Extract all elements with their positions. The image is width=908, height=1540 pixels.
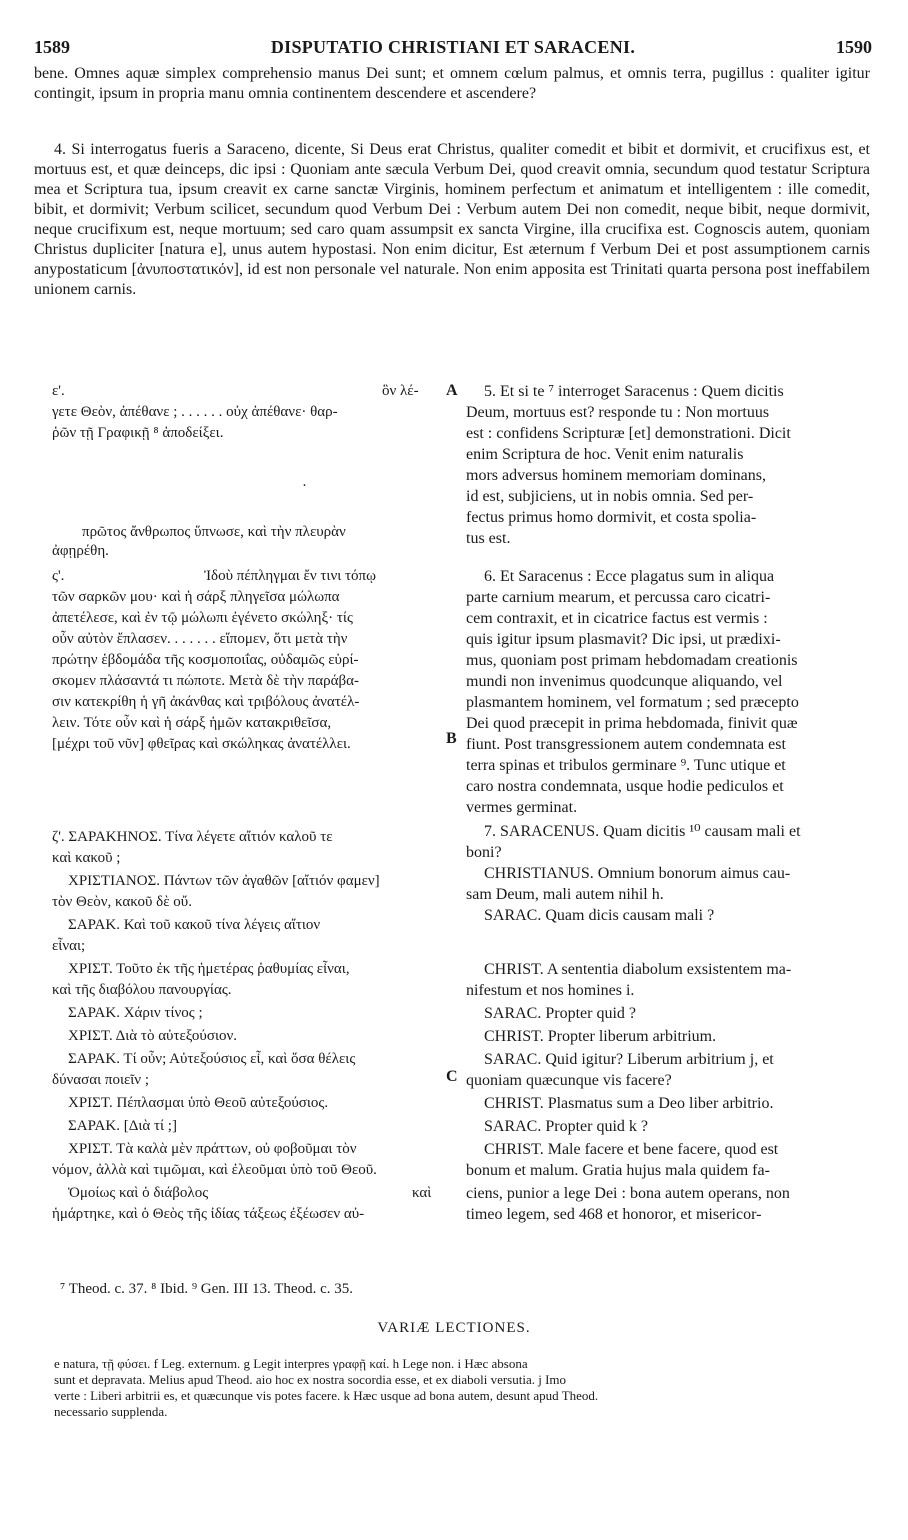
greek-line: σκομεν πλάσαντά τι πώποτε. Μετὰ δὲ τὴν παράβα- xyxy=(52,673,359,689)
latin-line: SARAC. Quid igitur? Liberum arbitrium j, et xyxy=(484,1051,774,1068)
greek-line: οὖν αὐτὸν ἔπλασεν. . . . . . . εἴπομεν, ὅτι μετὰ τὴν xyxy=(52,631,348,647)
greek-line: ζ'. ΣΑΡΑΚΗΝΟΣ. Τίνα λέγετε αἴτιόν καλοῦ τε xyxy=(52,829,333,845)
variae-line: verte : Liberi arbitrii es, et quæcunque vis potes facere. k Hæc usque ad bona autem, desunt apud Theod. xyxy=(54,1388,599,1403)
margin-letter: A xyxy=(446,382,458,399)
greek-line: ς'. xyxy=(52,568,65,584)
latin-line: CHRIST. A sententia diabolum exsistentem ma- xyxy=(484,961,792,978)
page-number-left: 1589 xyxy=(34,37,70,57)
greek-line: ΣΑΡΑΚ. Χάριν τίνος ; xyxy=(68,1005,203,1021)
latin-line: mors adversus hominem memoriam dominans, xyxy=(466,467,766,484)
page-number-right: 1590 xyxy=(836,37,872,57)
running-header xyxy=(34,36,872,58)
paragraph-4-text: 4. Si interrogatus fueris a Saraceno, dicente, Si Deus erat Christus, qualiter comedit et bibit et dormivit, et crucifixus est, et mortuus est, et quæ deinceps, dic ipsi : Quoniam ante sæcula Verbum Dei, quod creavit omnia, secundum quod testatur Scriptura mea et Scriptura tua, ipsum creavit ex carne sanctæ Virginis, hominem perfectum et animatum et intelligentem : ille comedit, bibit, et dormivit; Verbum scilicet, secundum quod Verbum Dei : Verbum autem Dei non comedit, neque bibit, neque dormivit, neque crucifixum est, neque mortuum; sed caro quam assumpsit ex sancta Virgine, illa crucifixa est. Cognoscis autem, quoniam Christus dupliciter [natura e], unus autem hypostasi. Non enim dicitur, Est æternum f Verbum Dei et post assumptionem carnis anypostaticum [ἀνυποστατικόν], id est non personale vel naturale. Non enim apposita est Trinitati quarta persona post ineffabilem unionem carnis. xyxy=(34,141,870,298)
source-footnotes: ⁷ Theod. c. 37. ⁸ Ibid. ⁹ Gen. III 13. Theod. c. 35. xyxy=(60,1281,353,1297)
latin-line: tus est. xyxy=(466,530,511,547)
latin-line: SARAC. Propter quid ? xyxy=(484,1005,636,1022)
greek-line: ΣΑΡΑΚ. Τί οὖν; Αὐτεξούσιος εἶ, καὶ ὅσα θέλεις xyxy=(68,1051,356,1067)
latin-line: timeo legem, sed 468 et honoror, et misericor- xyxy=(466,1206,762,1223)
latin-line: ciens, punior a lege Dei : bona autem operans, non xyxy=(466,1185,790,1202)
latin-line: mundi non invenimus quodcunque aliquando, vel xyxy=(466,673,783,690)
variae-line: necessario supplenda. xyxy=(54,1404,168,1419)
page-title: DISPUTATIO CHRISTIANI ET SARACENI. xyxy=(270,37,636,57)
intro-text: bene. Omnes aquæ simplex comprehensio manus Dei sunt; et omnem cœlum palmus, et omnis terra, pugillus : qualiter igitur contingit, ipsum in propria manu omnia continentem descendere et ascendere? xyxy=(34,65,870,102)
latin-line: terra spinas et tribulos germinare ⁹. Tunc utique et xyxy=(466,757,786,774)
greek-line: λειν. Τότε οὖν καὶ ἡ σάρξ ἡμῶν κατακριθεῖσα, xyxy=(52,715,332,731)
latin-line: quoniam quæcunque vis facere? xyxy=(466,1072,672,1089)
latin-line: plasmantem hominem, vel formatum ; sed præcepto xyxy=(466,694,799,711)
margin-letter: C xyxy=(446,1068,458,1085)
latin-line: 6. Et Saracenus : Ecce plagatus sum in aliqua xyxy=(484,568,775,585)
greek-line: ΧΡΙΣΤ. Τὰ καλὰ μὲν πράττων, οὐ φοβοῦμαι τὸν xyxy=(68,1141,357,1157)
greek-line: σιν κατεκρίθη ἡ γῆ ἀκάνθας καὶ τριβόλους ἀνατέλ- xyxy=(52,694,360,710)
latin-line: quis igitur ipsum plasmavit? Dic ipsi, ut prædixi- xyxy=(466,631,781,648)
variae-lectiones-title: VARIÆ LECTIONES. xyxy=(377,1320,531,1336)
latin-line: enim Scriptura de hoc. Venit enim naturalis xyxy=(466,446,744,463)
margin-letter: B xyxy=(446,730,457,747)
greek-line: ΧΡΙΣΤ. Τοῦτο ἐκ τῆς ἡμετέρας ῥαθυμίας εἶναι, xyxy=(68,961,350,977)
latin-line: vermes germinat. xyxy=(466,799,578,816)
latin-line: caro nostra condemnata, usque hodie pediculos et xyxy=(466,778,784,795)
latin-line: cem contraxit, et in cicatrice factus est vermis : xyxy=(466,610,768,627)
variae-line: sunt et depravata. Melius apud Theod. aio hoc ex nostra socordia esse, et ex diaboli versutia. j Imo xyxy=(54,1372,567,1387)
latin-line: Deum, mortuus est? responde tu : Non mortuus xyxy=(466,404,770,421)
greek-line: νόμον, ἀλλὰ καὶ τιμῶμαι, καὶ ἐλεοῦμαι ὑπὸ τοῦ Θεοῦ. xyxy=(52,1162,377,1178)
latin-line: CHRIST. Male facere et bene facere, quod est xyxy=(484,1141,779,1158)
greek-line: ΣΑΡΑΚ. Καὶ τοῦ κακοῦ τίνα λέγεις αἴτιον xyxy=(68,917,321,933)
greek-line: καὶ xyxy=(412,1185,432,1201)
greek-line: πρῶτος ἄνθρωπος ὕπνωσε, καὶ τὴν πλευρὰν xyxy=(82,524,346,540)
latin-line: CHRIST. Propter liberum arbitrium. xyxy=(484,1028,717,1045)
greek-line: τὸν Θεὸν, κακοῦ δὲ οὔ. xyxy=(52,894,192,910)
latin-line: boni? xyxy=(466,844,502,861)
latin-line: Dei quod præcepit in prima hebdomada, finivit quæ xyxy=(466,715,798,732)
greek-line: εἶναι; xyxy=(52,938,86,954)
latin-line: CHRISTIANUS. Omnium bonorum aimus cau- xyxy=(484,865,791,882)
latin-line: nifestum et nos homines i. xyxy=(466,982,635,999)
greek-line: · xyxy=(302,478,307,494)
greek-line: Ἰδοὺ πέπληγμαι ἔν τινι τόπῳ xyxy=(204,568,376,584)
intro-paragraph xyxy=(34,64,870,104)
greek-line: ῥῶν τῇ Γραφικῇ ⁸ ἀποδείξει. xyxy=(52,425,224,441)
latin-line: fectus primus homo dormivit, et costa spolia- xyxy=(466,509,757,526)
greek-line: καὶ τῆς διαβόλου πανουργίας. xyxy=(52,982,232,998)
greek-line: ΧΡΙΣΤΙΑΝΟΣ. Πάντων τῶν ἀγαθῶν [αἴτιόν φαμεν] xyxy=(68,873,380,889)
greek-line: γετε Θεὸν, ἀπέθανε ; . . . . . . οὐχ ἀπέθανε· θαρ- xyxy=(52,404,338,420)
latin-line: SARAC. Quam dicis causam mali ? xyxy=(484,907,715,924)
greek-line: πρώτην ἑβδομάδα τῆς κοσμοποιΐας, οὐδαμῶς εὑρί- xyxy=(52,652,359,668)
latin-line: parte carnium mearum, et percussa caro cicatri- xyxy=(466,589,771,606)
latin-line: id est, subjiciens, ut in nobis omnia. Sed per- xyxy=(466,488,754,505)
latin-line: SARAC. Propter quid k ? xyxy=(484,1118,648,1135)
greek-line: καὶ κακοῦ ; xyxy=(52,850,121,866)
latin-line: 7. SARACENUS. Quam dicitis ¹⁰ causam mali et xyxy=(484,823,801,840)
greek-line: [μέχρι τοῦ νῦν] φθεῖρας καὶ σκώληκας ἀνατέλλει. xyxy=(52,736,351,752)
latin-line: mus, quoniam post primam hebdomadam creationis xyxy=(466,652,798,669)
greek-line: ὃν λέ- xyxy=(382,383,419,399)
greek-line: ε'. xyxy=(52,383,65,399)
latin-line: CHRIST. Plasmatus sum a Deo liber arbitrio. xyxy=(484,1095,774,1112)
latin-line: 5. Et si te ⁷ interroget Saracenus : Quem dicitis xyxy=(484,383,784,400)
variae-line: e natura, τῇ φύσει. f Leg. externum. g Legit interpres γραφῇ καί. h Lege non. i Hæc absona xyxy=(54,1356,528,1371)
latin-line: est : confidens Scripturæ [et] demonstrationi. Dicit xyxy=(466,425,791,442)
paragraph-4 xyxy=(34,140,870,300)
greek-line: ΧΡΙΣΤ. Πέπλασμαι ὑπὸ Θεοῦ αὐτεξούσιος. xyxy=(68,1095,329,1111)
greek-line: τῶν σαρκῶν μου· καὶ ἡ σάρξ πληγεῖσα μώλωπα xyxy=(52,589,340,605)
greek-line: Ὁμοίως καὶ ὁ διάβολος xyxy=(68,1185,209,1201)
latin-line: bonum et malum. Gratia hujus mala quidem fa- xyxy=(466,1162,770,1179)
greek-line: ἡμάρτηκε, καὶ ὁ Θεὸς τῆς ἰδίας τάξεως ἐξέωσεν αὐ- xyxy=(52,1206,365,1222)
greek-line: ἀφῃρέθη. xyxy=(52,543,109,559)
variae-lectiones xyxy=(54,1356,870,1420)
latin-line: sam Deum, mali autem nihil h. xyxy=(466,886,664,903)
greek-line: ΣΑΡΑΚ. [Διὰ τί ;] xyxy=(68,1118,177,1134)
latin-line: fiunt. Post transgressionem autem condemnata est xyxy=(466,736,786,753)
greek-line: ΧΡΙΣΤ. Διὰ τὸ αὐτεξούσιον. xyxy=(68,1028,238,1044)
greek-line: ἀπετέλεσε, καὶ ἐν τῷ μώλωπι ἐγένετο σκώληξ· τίς xyxy=(52,610,353,626)
greek-line: δύνασαι ποιεῖν ; xyxy=(52,1072,150,1088)
